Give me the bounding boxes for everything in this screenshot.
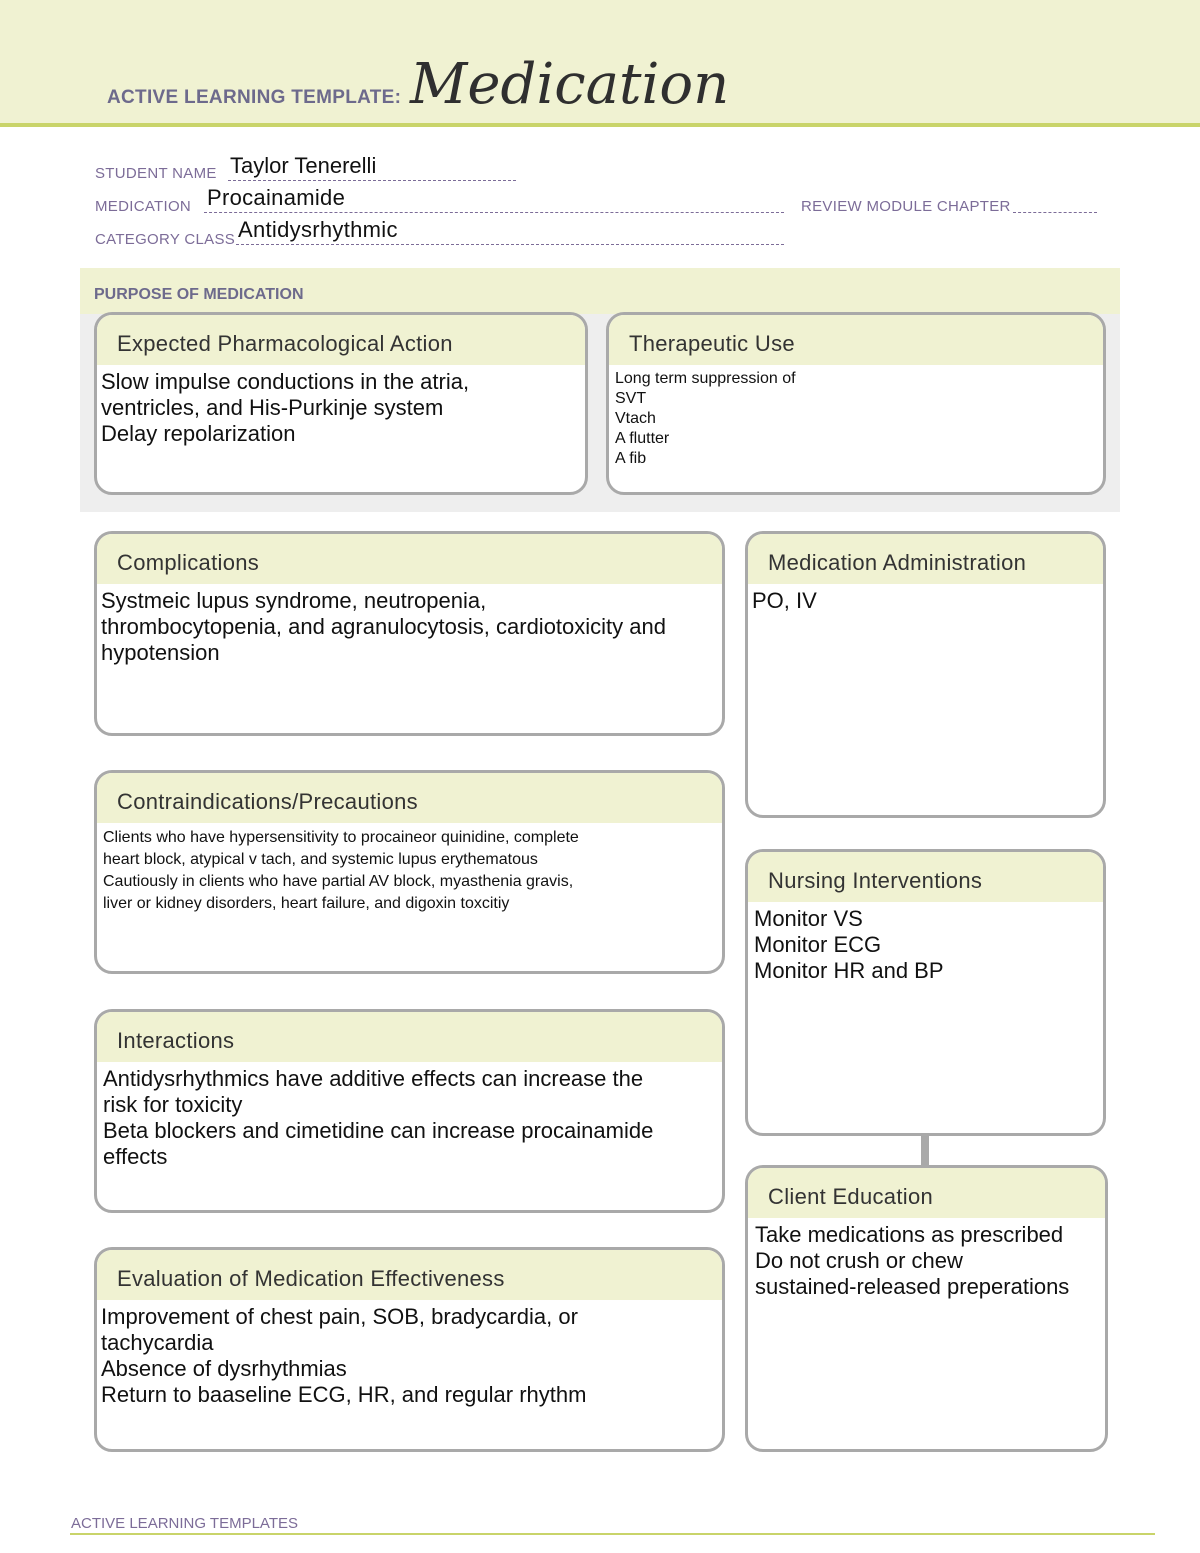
box-title: Evaluation of Medication Effectiveness [97, 1250, 722, 1300]
box-content: Antidysrhythmics have additive effects can increase the risk for toxicity Beta blockers and cimetidine can increase procainamide effects [103, 1066, 654, 1169]
nursing-interventions-box [745, 849, 1106, 1136]
box-title: Complications [97, 534, 722, 584]
box-title: Interactions [97, 1012, 722, 1062]
client-education-box [745, 1165, 1108, 1452]
purpose-title: PURPOSE OF MEDICATION [94, 286, 304, 303]
review-module-line [1013, 212, 1097, 213]
box-content: Long term suppression of SVT Vtach A flutter A fib [615, 370, 796, 467]
template-title: Medication [410, 52, 730, 117]
box-content: Take medications as prescribed Do not crush or chew sustained-released preperations [755, 1222, 1070, 1299]
medication-label: MEDICATION [95, 198, 192, 215]
medication-value: Procainamide [207, 185, 346, 210]
student-name-line [228, 180, 516, 181]
contraindications-box [94, 770, 725, 974]
complications-box [94, 531, 725, 736]
box-title: Medication Administration [748, 534, 1103, 584]
category-line [236, 244, 784, 245]
box-content: Improvement of chest pain, SOB, bradycardia, or tachycardia Absence of dysrhythmias Return to baaseline ECG, HR, and regular rhythm [101, 1304, 587, 1407]
student-name-label: STUDENT NAME [95, 165, 217, 182]
box-content: Slow impulse conductions in the atria, ventricles, and His-Purkinje system Delay repolarization [101, 369, 470, 446]
expected-action-box [94, 312, 588, 495]
medication-line [204, 212, 784, 213]
administration-box [745, 531, 1106, 818]
box-content: PO, IV [752, 588, 817, 613]
category-value: Antidysrhythmic [238, 217, 398, 242]
box-connector [921, 1135, 929, 1167]
box-title: Therapeutic Use [609, 315, 1103, 365]
interactions-box [94, 1009, 725, 1213]
box-content: Clients who have hypersensitivity to procaineor quinidine, complete heart block, atypical v tach, and systemic lupus erythematous Cautiously in clients who have partial AV block, myasthenia gravis, liver or kidney disorders, heart failure, and digoxin toxcitiy [103, 829, 579, 912]
evaluation-box [94, 1247, 725, 1452]
box-content: Monitor VS Monitor ECG Monitor HR and BP [754, 906, 944, 983]
box-title: Expected Pharmacological Action [97, 315, 585, 365]
box-title: Contraindications/Precautions [97, 773, 722, 823]
student-name-field [95, 165, 217, 182]
category-label: CATEGORY CLASS [95, 231, 236, 248]
student-name-value: Taylor Tenerelli [230, 153, 377, 178]
footer-label: ACTIVE LEARNING TEMPLATES [71, 1515, 298, 1532]
box-title: Client Education [748, 1168, 1105, 1218]
template-label: ACTIVE LEARNING TEMPLATE: [107, 87, 402, 108]
box-content: Systmeic lupus syndrome, neutropenia, thrombocytopenia, and agranulocytosis, cardiotoxicity and hypotension [101, 588, 666, 665]
box-title: Nursing Interventions [748, 852, 1103, 902]
review-module-label: REVIEW MODULE CHAPTER [801, 198, 1011, 215]
footer-line [70, 1533, 1155, 1535]
template-header [0, 0, 1200, 127]
therapeutic-use-box [606, 312, 1106, 495]
